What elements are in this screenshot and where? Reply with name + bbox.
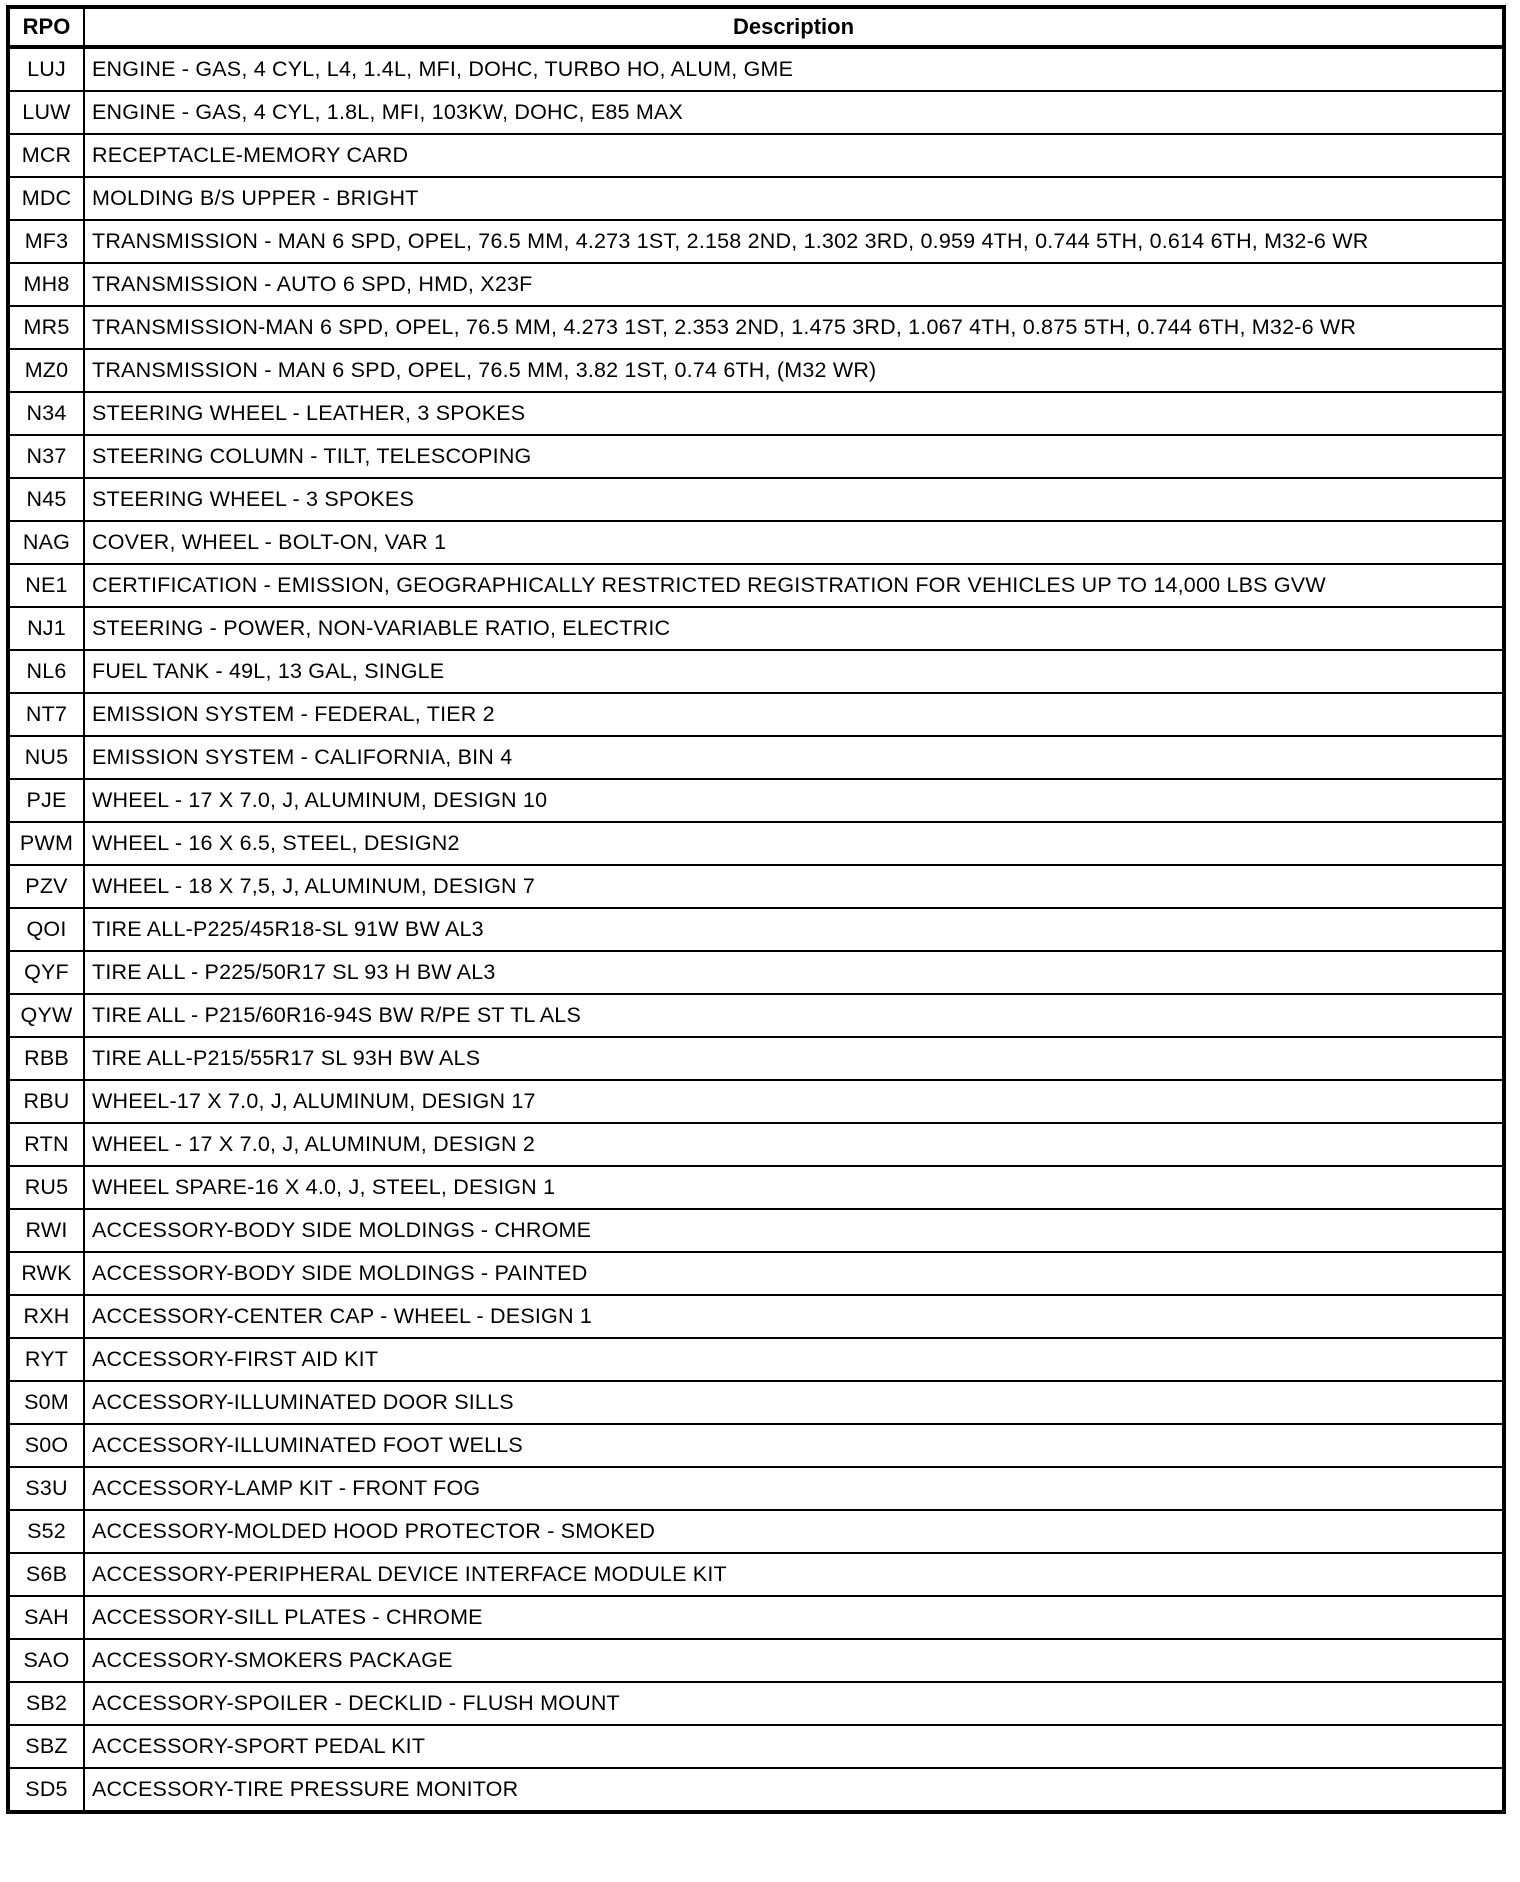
table-row bbox=[8, 865, 1504, 908]
rpo-code-cell: NE1 bbox=[8, 564, 84, 607]
table-row bbox=[8, 1166, 1504, 1209]
description-cell: CERTIFICATION - EMISSION, GEOGRAPHICALLY RESTRICTED REGISTRATION FOR VEHICLES UP TO 14,000 LBS GVW bbox=[84, 564, 1504, 607]
table-row bbox=[8, 779, 1504, 822]
description-cell: ACCESSORY-MOLDED HOOD PROTECTOR - SMOKED bbox=[84, 1510, 1504, 1553]
rpo-code-cell: N34 bbox=[8, 392, 84, 435]
description-cell: RECEPTACLE-MEMORY CARD bbox=[84, 134, 1504, 177]
rpo-code-cell: RYT bbox=[8, 1338, 84, 1381]
table-row bbox=[8, 134, 1504, 177]
table-row bbox=[8, 1682, 1504, 1725]
rpo-code-cell: QYW bbox=[8, 994, 84, 1037]
table-row bbox=[8, 435, 1504, 478]
table-row bbox=[8, 736, 1504, 779]
description-cell: ENGINE - GAS, 4 CYL, 1.8L, MFI, 103KW, DOHC, E85 MAX bbox=[84, 91, 1504, 134]
rpo-code-cell: NL6 bbox=[8, 650, 84, 693]
table-row bbox=[8, 1037, 1504, 1080]
rpo-code-cell: QYF bbox=[8, 951, 84, 994]
table-row bbox=[8, 1123, 1504, 1166]
table-header bbox=[8, 7, 1504, 47]
table-row bbox=[8, 177, 1504, 220]
description-cell: FUEL TANK - 49L, 13 GAL, SINGLE bbox=[84, 650, 1504, 693]
rpo-code-cell: RWK bbox=[8, 1252, 84, 1295]
table-row bbox=[8, 1725, 1504, 1768]
rpo-code-cell: MZ0 bbox=[8, 349, 84, 392]
table-row bbox=[8, 349, 1504, 392]
rpo-code-cell: RTN bbox=[8, 1123, 84, 1166]
rpo-column-header: RPO bbox=[8, 7, 84, 47]
description-cell: ACCESSORY-TIRE PRESSURE MONITOR bbox=[84, 1768, 1504, 1812]
table-row bbox=[8, 1080, 1504, 1123]
table-row bbox=[8, 564, 1504, 607]
rpo-code-cell: N37 bbox=[8, 435, 84, 478]
description-cell: ACCESSORY-SILL PLATES - CHROME bbox=[84, 1596, 1504, 1639]
table-row bbox=[8, 607, 1504, 650]
rpo-code-cell: RWI bbox=[8, 1209, 84, 1252]
description-cell: STEERING WHEEL - 3 SPOKES bbox=[84, 478, 1504, 521]
rpo-code-cell: NU5 bbox=[8, 736, 84, 779]
rpo-code-table bbox=[6, 5, 1506, 1814]
description-cell: ACCESSORY-SPORT PEDAL KIT bbox=[84, 1725, 1504, 1768]
description-column-header: Description bbox=[84, 7, 1504, 47]
table-row bbox=[8, 994, 1504, 1037]
rpo-code-cell: RXH bbox=[8, 1295, 84, 1338]
rpo-code-cell: MDC bbox=[8, 177, 84, 220]
table-row bbox=[8, 1381, 1504, 1424]
table-row bbox=[8, 1596, 1504, 1639]
rpo-code-cell: RBU bbox=[8, 1080, 84, 1123]
rpo-code-cell: PWM bbox=[8, 822, 84, 865]
table-row bbox=[8, 1639, 1504, 1682]
table-row bbox=[8, 650, 1504, 693]
rpo-code-cell: MCR bbox=[8, 134, 84, 177]
description-cell: MOLDING B/S UPPER - BRIGHT bbox=[84, 177, 1504, 220]
description-cell: TRANSMISSION - AUTO 6 SPD, HMD, X23F bbox=[84, 263, 1504, 306]
rpo-code-cell: SAH bbox=[8, 1596, 84, 1639]
description-cell: ACCESSORY-ILLUMINATED FOOT WELLS bbox=[84, 1424, 1504, 1467]
description-cell: ACCESSORY-LAMP KIT - FRONT FOG bbox=[84, 1467, 1504, 1510]
description-cell: ACCESSORY-SPOILER - DECKLID - FLUSH MOUNT bbox=[84, 1682, 1504, 1725]
table-row bbox=[8, 1768, 1504, 1812]
table-row bbox=[8, 220, 1504, 263]
table-row bbox=[8, 1209, 1504, 1252]
description-cell: ACCESSORY-FIRST AID KIT bbox=[84, 1338, 1504, 1381]
rpo-code-cell: S0M bbox=[8, 1381, 84, 1424]
description-cell: TIRE ALL-P225/45R18-SL 91W BW AL3 bbox=[84, 908, 1504, 951]
description-cell: EMISSION SYSTEM - CALIFORNIA, BIN 4 bbox=[84, 736, 1504, 779]
rpo-code-cell: NJ1 bbox=[8, 607, 84, 650]
description-cell: WHEEL - 16 X 6.5, STEEL, DESIGN2 bbox=[84, 822, 1504, 865]
table-row bbox=[8, 1467, 1504, 1510]
description-cell: ACCESSORY-PERIPHERAL DEVICE INTERFACE MODULE KIT bbox=[84, 1553, 1504, 1596]
rpo-code-cell: SBZ bbox=[8, 1725, 84, 1768]
description-cell: STEERING - POWER, NON-VARIABLE RATIO, ELECTRIC bbox=[84, 607, 1504, 650]
table-row bbox=[8, 951, 1504, 994]
description-cell: WHEEL - 18 X 7,5, J, ALUMINUM, DESIGN 7 bbox=[84, 865, 1504, 908]
rpo-code-cell: SB2 bbox=[8, 1682, 84, 1725]
description-cell: ACCESSORY-BODY SIDE MOLDINGS - CHROME bbox=[84, 1209, 1504, 1252]
rpo-code-cell: MH8 bbox=[8, 263, 84, 306]
rpo-code-cell: SD5 bbox=[8, 1768, 84, 1812]
rpo-code-cell: RU5 bbox=[8, 1166, 84, 1209]
table-row bbox=[8, 1553, 1504, 1596]
rpo-code-cell: LUW bbox=[8, 91, 84, 134]
description-cell: ACCESSORY-BODY SIDE MOLDINGS - PAINTED bbox=[84, 1252, 1504, 1295]
rpo-code-cell: S6B bbox=[8, 1553, 84, 1596]
table-row bbox=[8, 1338, 1504, 1381]
rpo-code-cell: S52 bbox=[8, 1510, 84, 1553]
rpo-code-cell: MF3 bbox=[8, 220, 84, 263]
table-row bbox=[8, 478, 1504, 521]
rpo-code-cell: S3U bbox=[8, 1467, 84, 1510]
rpo-code-cell: NT7 bbox=[8, 693, 84, 736]
rpo-code-cell: MR5 bbox=[8, 306, 84, 349]
rpo-code-cell: NAG bbox=[8, 521, 84, 564]
rpo-code-cell: N45 bbox=[8, 478, 84, 521]
description-cell: STEERING WHEEL - LEATHER, 3 SPOKES bbox=[84, 392, 1504, 435]
description-cell: ACCESSORY-CENTER CAP - WHEEL - DESIGN 1 bbox=[84, 1295, 1504, 1338]
table-row bbox=[8, 47, 1504, 91]
table-row bbox=[8, 392, 1504, 435]
description-cell: TRANSMISSION - MAN 6 SPD, OPEL, 76.5 MM, 3.82 1ST, 0.74 6TH, (M32 WR) bbox=[84, 349, 1504, 392]
table-row bbox=[8, 263, 1504, 306]
rpo-code-cell: SAO bbox=[8, 1639, 84, 1682]
description-cell: EMISSION SYSTEM - FEDERAL, TIER 2 bbox=[84, 693, 1504, 736]
table-row bbox=[8, 1252, 1504, 1295]
description-cell: WHEEL SPARE-16 X 4.0, J, STEEL, DESIGN 1 bbox=[84, 1166, 1504, 1209]
rpo-code-cell: S0O bbox=[8, 1424, 84, 1467]
rpo-code-cell: LUJ bbox=[8, 47, 84, 91]
description-cell: TRANSMISSION-MAN 6 SPD, OPEL, 76.5 MM, 4.273 1ST, 2.353 2ND, 1.475 3RD, 1.067 4TH, 0.875 5TH, 0.744 6TH, M32-6 WR bbox=[84, 306, 1504, 349]
description-cell: WHEEL - 17 X 7.0, J, ALUMINUM, DESIGN 10 bbox=[84, 779, 1504, 822]
description-cell: ACCESSORY-ILLUMINATED DOOR SILLS bbox=[84, 1381, 1504, 1424]
table-row bbox=[8, 1510, 1504, 1553]
description-cell: ACCESSORY-SMOKERS PACKAGE bbox=[84, 1639, 1504, 1682]
rpo-code-cell: RBB bbox=[8, 1037, 84, 1080]
description-cell: TIRE ALL-P215/55R17 SL 93H BW ALS bbox=[84, 1037, 1504, 1080]
table-row bbox=[8, 306, 1504, 349]
rpo-code-cell: QOI bbox=[8, 908, 84, 951]
description-cell: WHEEL-17 X 7.0, J, ALUMINUM, DESIGN 17 bbox=[84, 1080, 1504, 1123]
table-row bbox=[8, 1295, 1504, 1338]
description-cell: STEERING COLUMN - TILT, TELESCOPING bbox=[84, 435, 1504, 478]
description-cell: TIRE ALL - P215/60R16-94S BW R/PE ST TL ALS bbox=[84, 994, 1504, 1037]
description-cell: COVER, WHEEL - BOLT-ON, VAR 1 bbox=[84, 521, 1504, 564]
rpo-code-cell: PZV bbox=[8, 865, 84, 908]
table-row bbox=[8, 908, 1504, 951]
description-cell: ENGINE - GAS, 4 CYL, L4, 1.4L, MFI, DOHC, TURBO HO, ALUM, GME bbox=[84, 47, 1504, 91]
table-row bbox=[8, 1424, 1504, 1467]
description-cell: TRANSMISSION - MAN 6 SPD, OPEL, 76.5 MM, 4.273 1ST, 2.158 2ND, 1.302 3RD, 0.959 4TH, 0.744 5TH, 0.614 6TH, M32-6 WR bbox=[84, 220, 1504, 263]
header-row bbox=[8, 7, 1504, 47]
table-row bbox=[8, 521, 1504, 564]
table-row bbox=[8, 91, 1504, 134]
table-row bbox=[8, 822, 1504, 865]
table-body bbox=[8, 47, 1504, 1812]
description-cell: WHEEL - 17 X 7.0, J, ALUMINUM, DESIGN 2 bbox=[84, 1123, 1504, 1166]
table-row bbox=[8, 693, 1504, 736]
rpo-code-cell: PJE bbox=[8, 779, 84, 822]
description-cell: TIRE ALL - P225/50R17 SL 93 H BW AL3 bbox=[84, 951, 1504, 994]
